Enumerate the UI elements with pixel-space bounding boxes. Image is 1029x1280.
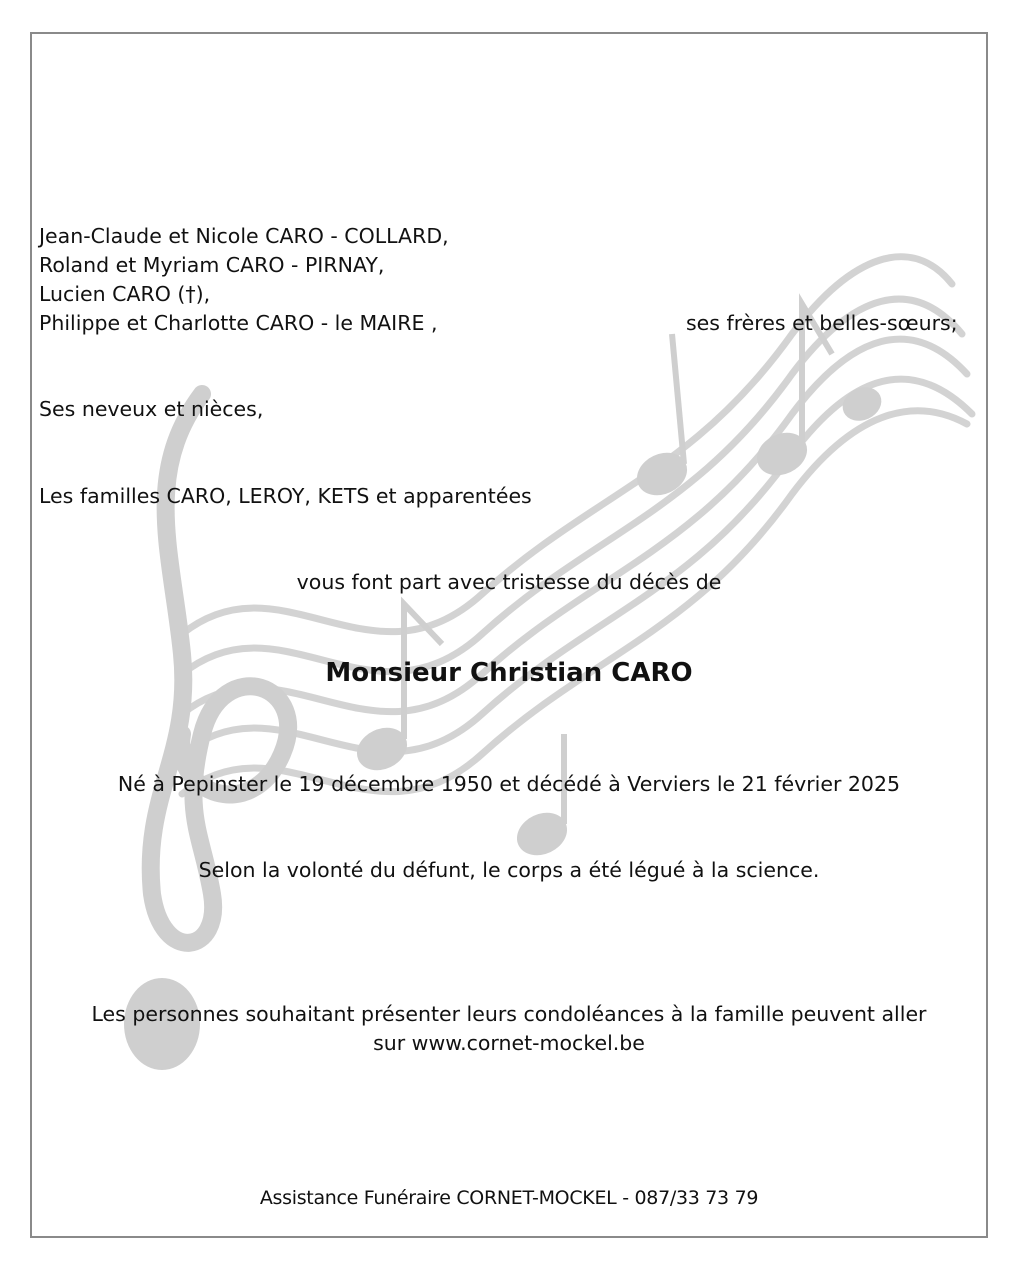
condolences-line-2: sur www.cornet-mockel.be: [373, 1031, 645, 1055]
birth-death-text: Né à Pepinster le 19 décembre 1950 et décédé à Verviers le 21 février 2025: [117, 772, 901, 796]
family-members-list: [39, 222, 449, 338]
families-text: Les familles CARO, LEROY, KETS et apparentées: [39, 484, 532, 508]
announcement-text: vous font part avec tristesse du décès de: [296, 570, 722, 594]
family-member-line: Lucien CARO (†),: [39, 282, 211, 306]
funeral-home-footer: Assistance Funéraire CORNET-MOCKEL - 087/33 73 79: [259, 1187, 759, 1209]
condolences-line-1: Les personnes souhaitant présenter leurs condoléances à la famille peuvent aller: [91, 1002, 927, 1026]
nephews-text: Ses neveux et nièces,: [39, 397, 264, 421]
family-relation-text: ses frères et belles-sœurs;: [686, 311, 958, 335]
family-member-line: Philippe et Charlotte CARO - le MAIRE ,: [39, 311, 438, 335]
science-note-text: Selon la volonté du défunt, le corps a été légué à la science.: [198, 858, 820, 882]
family-member-line: Roland et Myriam CARO - PIRNAY,: [39, 253, 385, 277]
condolences-text: [32, 1000, 986, 1058]
family-member-line: Jean-Claude et Nicole CARO - COLLARD,: [39, 224, 449, 248]
deceased-name: Monsieur Christian CARO: [325, 658, 693, 688]
obituary-card: [30, 32, 988, 1238]
